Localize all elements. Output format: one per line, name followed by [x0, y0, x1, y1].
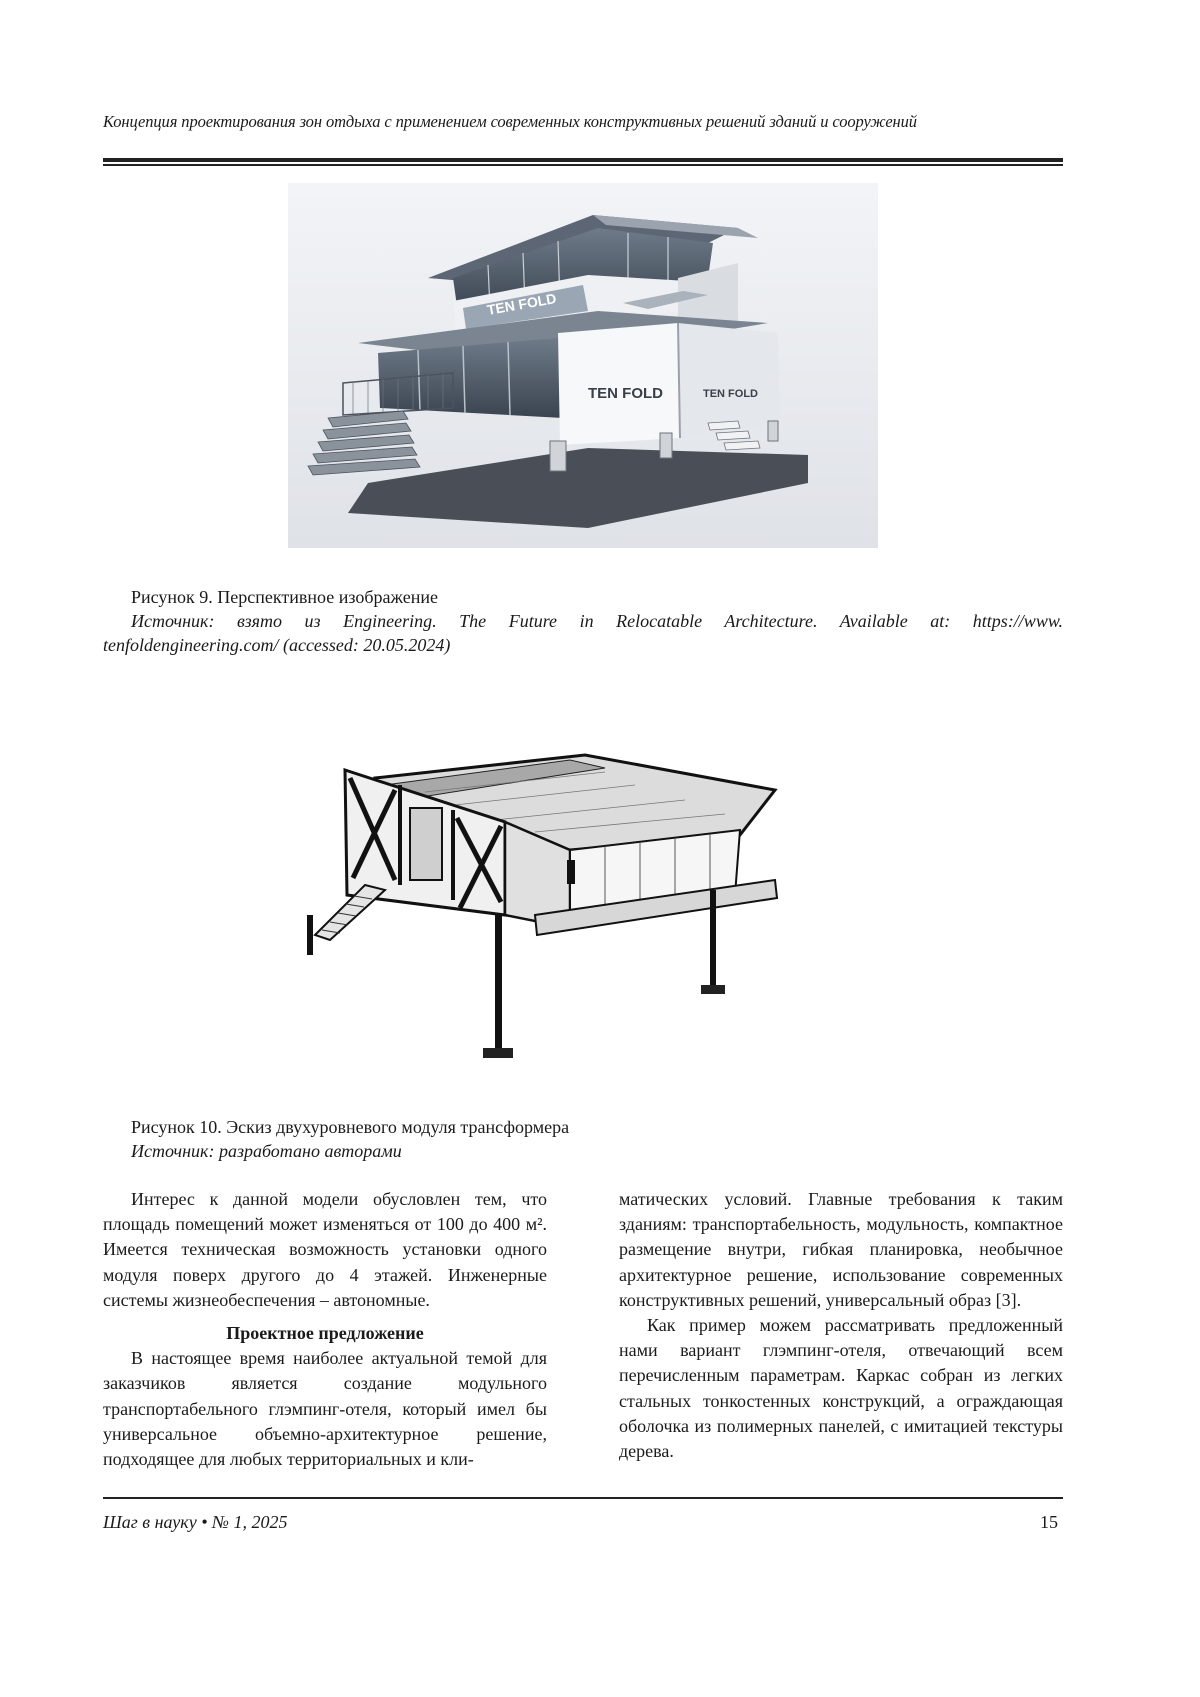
- right-paragraph-2: Как пример можем рассматривать предложенный нами вариант глэмпинг-отеля, отвечающий всем перечисленным параметрам. Каркас собран из легких стальных тонкостенных конструкций, а ограждающая оболочка из полимерных панелей, с имитацией текстуры дерева.: [619, 1313, 1063, 1464]
- figure-9-box-brand: TEN FOLD: [588, 385, 663, 402]
- figure-9-image: [288, 183, 878, 548]
- figure-9-source-line1: Источник: взято из Engineering. The Future in Relocatable Architecture. Available at: https://www.: [103, 609, 1063, 633]
- left-paragraph-2: В настоящее время наиболее актуальной темой для заказчиков является создание модульного транспортабельного глэмпинг-отеля, который имел бы универсальное объемно-архитектурное решение, подходящее для любых территориальных и кли-: [103, 1346, 547, 1472]
- figure-9-source-line2: tenfoldengineering.com/ (accessed: 20.05.2024): [103, 633, 1063, 657]
- header-rule-thin: [103, 164, 1063, 166]
- running-head: Концепция проектирования зон отдыха с применением современных конструктивных решений зданий и сооружений: [103, 112, 1063, 132]
- figure-10-caption: [103, 1115, 1063, 1163]
- section-heading: Проектное предложение: [103, 1321, 547, 1346]
- right-column: [619, 1187, 1063, 1464]
- left-paragraph-1: Интерес к данной модели обусловлен тем, что площадь помещений может изменяться от 100 до 400 м². Имеется техническая возможность установки одного модуля поверх другого до 4 этажей. Инженерные системы жизнеобеспечения – автономные.: [103, 1187, 547, 1313]
- footer-journal: Шаг в науку • № 1, 2025: [103, 1512, 287, 1533]
- figure-10-title: Рисунок 10. Эскиз двухуровневого модуля трансформера: [103, 1115, 1063, 1139]
- left-column: [103, 1187, 547, 1472]
- right-paragraph-1: матических условий. Главные требования к таким зданиям: транспортабельность, модульность, компактное размещение внутри, гибкая планировка, необычное архитектурное решение, использование современных конструктивных решений, универсальный образ [3].: [619, 1187, 1063, 1313]
- header-rule-thick: [103, 158, 1063, 162]
- figure-10-source: Источник: разработано авторами: [103, 1139, 1063, 1163]
- footer-rule: [103, 1497, 1063, 1499]
- figure-9-side-brand: TEN FOLD: [703, 388, 758, 400]
- figure-9-upper-brand: TEN FOLD: [486, 290, 558, 318]
- page-number: 15: [1040, 1512, 1058, 1533]
- figure-10-image: [305, 730, 865, 1075]
- figure-9-caption: [103, 585, 1063, 657]
- figure-9-title: Рисунок 9. Перспективное изображение: [103, 585, 1063, 609]
